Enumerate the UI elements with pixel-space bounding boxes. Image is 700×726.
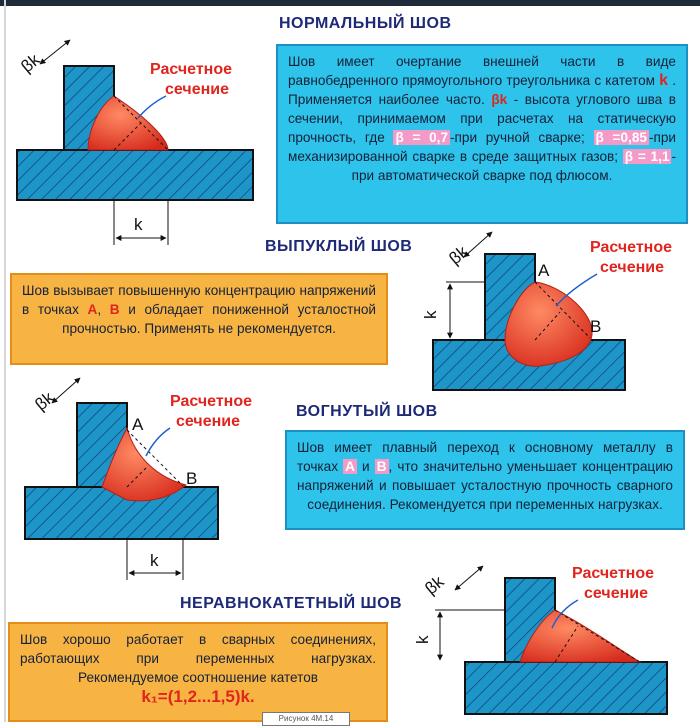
- title-unequal-weld: НЕРАВНОКАТЕТНЫЙ ШОВ: [180, 595, 403, 612]
- diagram-convex-weld: [421, 232, 672, 390]
- calc-section-label-1: Расчетное: [572, 565, 654, 582]
- concave-weld-description: Шов имеет плавный переход к основному металлу в точках А и В , что значительно уменьшает концентрацию напряжений и повышает усталостную прочность сварного соединения. Рекомендуется при переменных нагрузках.: [285, 430, 685, 530]
- diagram-unequal-weld: [413, 565, 667, 714]
- bk-label: βk: [445, 242, 472, 269]
- diagram-normal-weld: [17, 40, 253, 245]
- point-b-label: B: [590, 317, 602, 336]
- point-a-label: A: [538, 261, 550, 280]
- calc-section-label-1: Расчетное: [150, 61, 232, 78]
- point-b-label: B: [186, 469, 198, 488]
- bk-dimension: [455, 566, 483, 590]
- base-plate: [17, 150, 253, 200]
- bk-label: βk: [17, 50, 44, 77]
- normal-weld-description: Шов имеет очертание внешней части в виде равнобедренного прямоугольного треугольника с катетом k . Применяется наиболее часто. βk - высота углового шва в сечении, принимаемом при расчетах на статическую прочность, где β = 0,7 -при ручной сварке; β =0,85 -при механизированной сварке в среде защитных газов; β = 1,1 -при автоматической сварке под флюсом.: [276, 44, 688, 224]
- unequal-weld-description: Шов хорошо работает в сварных соединениях, работающих при переменных нагрузках. Рекомендуемое соотношение катетов k₁=(1,2...1,5)k.: [8, 622, 388, 722]
- bk-dimension: [40, 40, 70, 64]
- calc-section-label-2: сечение: [165, 81, 229, 98]
- calc-section-label-2: сечение: [584, 585, 648, 602]
- diagram-concave-weld: [25, 378, 252, 580]
- k-label: k: [413, 635, 432, 644]
- bk-label: βk: [421, 572, 448, 599]
- calc-section-label-2: сечение: [176, 413, 240, 430]
- k-label: k: [421, 310, 440, 319]
- figure-caption: Рисунок 4М.14: [262, 712, 350, 726]
- bk-label: βk: [31, 388, 58, 415]
- calc-section-leader: [146, 428, 170, 456]
- k-label: k: [150, 551, 159, 570]
- title-convex-weld: ВЫПУКЛЫЙ ШОВ: [265, 238, 413, 255]
- point-a-label: A: [132, 415, 144, 434]
- title-concave-weld: ВОГНУТЫЙ ШОВ: [296, 403, 438, 420]
- k-label: k: [134, 215, 143, 234]
- convex-weld-description: Шов вызывает повышенную концентрацию напряжений в точках А, В и обладает пониженной усталостной прочностью. Применять не рекомендуется.: [10, 273, 388, 365]
- calc-section-label-1: Расчетное: [170, 393, 252, 410]
- title-normal-weld: НОРМАЛЬНЫЙ ШОВ: [279, 15, 452, 32]
- calc-section-leader: [138, 96, 166, 118]
- calc-section-label-2: сечение: [600, 259, 664, 276]
- bk-dimension: [52, 378, 80, 403]
- calc-section-label-1: Расчетное: [590, 239, 672, 256]
- base-plate: [465, 662, 667, 714]
